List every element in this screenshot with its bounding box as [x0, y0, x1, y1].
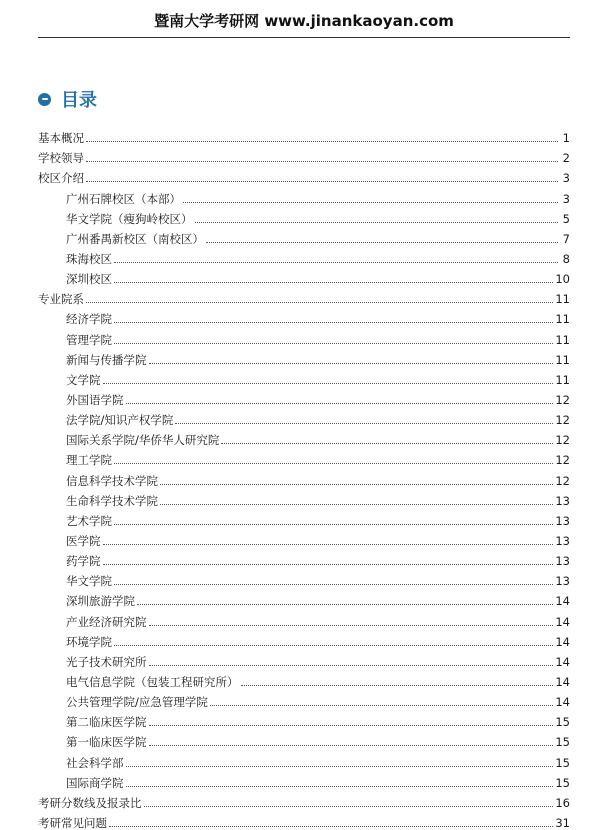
- toc-entry-page[interactable]: 11: [555, 352, 570, 367]
- toc-entry[interactable]: [38, 306, 570, 326]
- toc-leader-dots: [103, 563, 554, 565]
- toc-entry-label[interactable]: 文学院: [66, 372, 101, 387]
- toc-entry[interactable]: [38, 226, 570, 246]
- toc-entry-label[interactable]: 第一临床医学院: [66, 735, 147, 750]
- toc-entry[interactable]: [38, 608, 570, 628]
- toc-list: [38, 125, 570, 830]
- toc-entry-label[interactable]: 国际关系学院/华侨华人研究院: [66, 433, 220, 448]
- toc-entry-page[interactable]: 12: [555, 413, 570, 428]
- toc-leader-dots: [160, 483, 553, 485]
- collapse-icon[interactable]: [38, 93, 51, 106]
- toc-entry[interactable]: [38, 246, 570, 266]
- toc-entry[interactable]: [38, 488, 570, 508]
- toc-leader-dots: [103, 543, 554, 545]
- toc-leader-dots: [160, 503, 553, 505]
- toc-entry[interactable]: [38, 649, 570, 669]
- toc-entry-page[interactable]: 31: [555, 815, 570, 830]
- toc-leader-dots: [114, 462, 553, 464]
- toc-entry[interactable]: [38, 447, 570, 467]
- toc-leader-dots: [149, 362, 554, 364]
- toc-entry-label[interactable]: 第二临床医学院: [66, 715, 147, 730]
- toc-entry[interactable]: [38, 669, 570, 689]
- toc-entry-label[interactable]: 艺术学院: [66, 513, 112, 528]
- toc-entry-page[interactable]: 2: [562, 151, 570, 166]
- toc-entry-label[interactable]: 医学院: [66, 533, 101, 548]
- toc-entry-label[interactable]: 珠海校区: [66, 251, 112, 266]
- toc-leader-dots: [149, 664, 554, 666]
- toc-entry[interactable]: [38, 286, 570, 306]
- toc-entry-label[interactable]: 专业院系: [38, 292, 84, 307]
- toc-entry-page[interactable]: 12: [555, 453, 570, 468]
- toc-leader-dots: [109, 825, 553, 827]
- toc-entry-label[interactable]: 华文学院（瘦狗岭校区）: [66, 211, 193, 226]
- toc-leader-dots: [210, 704, 553, 706]
- toc-entry-label[interactable]: 深圳旅游学院: [66, 594, 135, 609]
- toc-entry-label[interactable]: 生命科学技术学院: [66, 493, 158, 508]
- toc-entry[interactable]: [38, 367, 570, 387]
- toc-entry-label[interactable]: 广州石牌校区（本部）: [66, 191, 181, 206]
- toc-leader-dots: [183, 201, 558, 203]
- toc-entry-label[interactable]: 理工学院: [66, 453, 112, 468]
- toc-entry-page[interactable]: 12: [555, 473, 570, 488]
- toc-entry[interactable]: [38, 427, 570, 447]
- toc-entry-page[interactable]: 12: [555, 392, 570, 407]
- toc-entry-page[interactable]: 13: [555, 554, 570, 569]
- toc-entry[interactable]: [38, 528, 570, 548]
- toc-leader-dots: [206, 241, 558, 243]
- toc-entry[interactable]: [38, 326, 570, 346]
- toc-entry[interactable]: [38, 387, 570, 407]
- toc-entry[interactable]: [38, 810, 570, 830]
- toc-leader-dots: [126, 785, 554, 787]
- toc-entry[interactable]: [38, 790, 570, 810]
- toc-leader-dots: [114, 342, 553, 344]
- toc-leader-dots: [126, 765, 554, 767]
- toc-entry[interactable]: [38, 206, 570, 226]
- toc-heading: [38, 86, 97, 112]
- toc-entry-page[interactable]: 3: [562, 171, 570, 186]
- toc-entry-label[interactable]: 法学院/知识产权学院: [66, 413, 174, 428]
- toc-leader-dots: [103, 382, 554, 384]
- toc-leader-dots: [86, 140, 558, 142]
- header-divider: [38, 37, 570, 38]
- toc-entry-page[interactable]: 13: [555, 493, 570, 508]
- toc-entry-page[interactable]: 15: [555, 715, 570, 730]
- toc-entry-page[interactable]: 16: [555, 795, 570, 810]
- toc-entry-page[interactable]: 15: [555, 755, 570, 770]
- toc-leader-dots: [137, 603, 553, 605]
- toc-entry-label[interactable]: 光子技术研究所: [66, 654, 147, 669]
- page-header: 暨南大学考研网 www.jinankaoyan.com: [154, 12, 454, 30]
- toc-entry[interactable]: [38, 588, 570, 608]
- toc-entry-page[interactable]: 14: [555, 654, 570, 669]
- toc-entry[interactable]: [38, 508, 570, 528]
- toc-entry-label[interactable]: 信息科学技术学院: [66, 473, 158, 488]
- toc-entry-page[interactable]: 14: [555, 674, 570, 689]
- toc-entry[interactable]: [38, 568, 570, 588]
- toc-leader-dots: [144, 805, 554, 807]
- toc-leader-dots: [114, 583, 553, 585]
- toc-entry-page[interactable]: 14: [555, 634, 570, 649]
- toc-entry[interactable]: [38, 770, 570, 790]
- toc-leader-dots: [221, 442, 553, 444]
- toc-leader-dots: [114, 261, 558, 263]
- toc-leader-dots: [241, 684, 554, 686]
- toc-entry[interactable]: [38, 266, 570, 286]
- toc-entry-label[interactable]: 电气信息学院（包装工程研究所）: [66, 674, 239, 689]
- toc-leader-dots: [149, 724, 554, 726]
- toc-entry-page[interactable]: 7: [562, 231, 570, 246]
- toc-entry[interactable]: [38, 729, 570, 749]
- toc-entry[interactable]: [38, 749, 570, 769]
- toc-entry-label[interactable]: 学校领导: [38, 151, 84, 166]
- toc-entry-page[interactable]: 14: [555, 614, 570, 629]
- toc-entry-page[interactable]: 13: [555, 533, 570, 548]
- toc-entry-label[interactable]: 公共管理学院/应急管理学院: [66, 695, 208, 710]
- toc-entry-label[interactable]: 新闻与传播学院: [66, 352, 147, 367]
- toc-entry-page[interactable]: 1: [562, 131, 570, 146]
- toc-entry-page[interactable]: 11: [555, 312, 570, 327]
- toc-entry-label[interactable]: 社会科学部: [66, 755, 124, 770]
- toc-entry-label[interactable]: 外国语学院: [66, 392, 124, 407]
- toc-entry-page[interactable]: 3: [562, 191, 570, 206]
- toc-entry-label[interactable]: 考研分数线及报录比: [38, 795, 142, 810]
- toc-leader-dots: [86, 301, 553, 303]
- toc-entry-page[interactable]: 10: [555, 272, 570, 287]
- toc-leader-dots: [114, 281, 553, 283]
- toc-entry[interactable]: [38, 629, 570, 649]
- toc-entry-label[interactable]: 华文学院: [66, 574, 112, 589]
- toc-entry-page[interactable]: 13: [555, 513, 570, 528]
- toc-leader-dots: [86, 160, 558, 162]
- toc-entry-label[interactable]: 广州番禺新校区（南校区）: [66, 231, 204, 246]
- toc-entry-label[interactable]: 基本概况: [38, 131, 84, 146]
- toc-entry-page[interactable]: 14: [555, 695, 570, 710]
- toc-leader-dots: [114, 523, 553, 525]
- toc-entry[interactable]: [38, 407, 570, 427]
- toc-leader-dots: [114, 644, 553, 646]
- toc-entry-page[interactable]: 8: [562, 251, 570, 266]
- toc-entry-page[interactable]: 11: [555, 332, 570, 347]
- toc-entry-label[interactable]: 考研常见问题: [38, 815, 107, 830]
- toc-entry[interactable]: [38, 467, 570, 487]
- toc-entry-label[interactable]: 经济学院: [66, 312, 112, 327]
- toc-entry[interactable]: [38, 347, 570, 367]
- toc-entry-label[interactable]: 校区介绍: [38, 171, 84, 186]
- toc-entry-page[interactable]: 14: [555, 594, 570, 609]
- toc-entry-page[interactable]: 5: [562, 211, 570, 226]
- toc-entry[interactable]: [38, 145, 570, 165]
- toc-leader-dots: [149, 624, 554, 626]
- toc-leader-dots: [86, 180, 558, 182]
- toc-entry-label[interactable]: 药学院: [66, 554, 101, 569]
- toc-entry-page[interactable]: 15: [555, 775, 570, 790]
- toc-leader-dots: [149, 744, 554, 746]
- toc-leader-dots: [114, 321, 553, 323]
- toc-entry[interactable]: [38, 689, 570, 709]
- toc-entry-label[interactable]: 管理学院: [66, 332, 112, 347]
- toc-entry-page[interactable]: 15: [555, 735, 570, 750]
- toc-entry[interactable]: [38, 548, 570, 568]
- toc-entry[interactable]: [38, 709, 570, 729]
- toc-leader-dots: [175, 422, 553, 424]
- toc-entry-label[interactable]: 深圳校区: [66, 272, 112, 287]
- toc-entry-page[interactable]: 13: [555, 574, 570, 589]
- toc-entry[interactable]: [38, 125, 570, 145]
- toc-leader-dots: [126, 402, 554, 404]
- toc-title: 目录: [61, 90, 97, 111]
- toc-entry-page[interactable]: 11: [555, 292, 570, 307]
- toc-entry-page[interactable]: 12: [555, 433, 570, 448]
- toc-entry[interactable]: [38, 185, 570, 205]
- toc-entry-label[interactable]: 产业经济研究院: [66, 614, 147, 629]
- toc-entry-label[interactable]: 环境学院: [66, 634, 112, 649]
- toc-entry[interactable]: [38, 165, 570, 185]
- toc-entry-page[interactable]: 11: [555, 372, 570, 387]
- toc-leader-dots: [195, 221, 559, 223]
- toc-entry-label[interactable]: 国际商学院: [66, 775, 124, 790]
